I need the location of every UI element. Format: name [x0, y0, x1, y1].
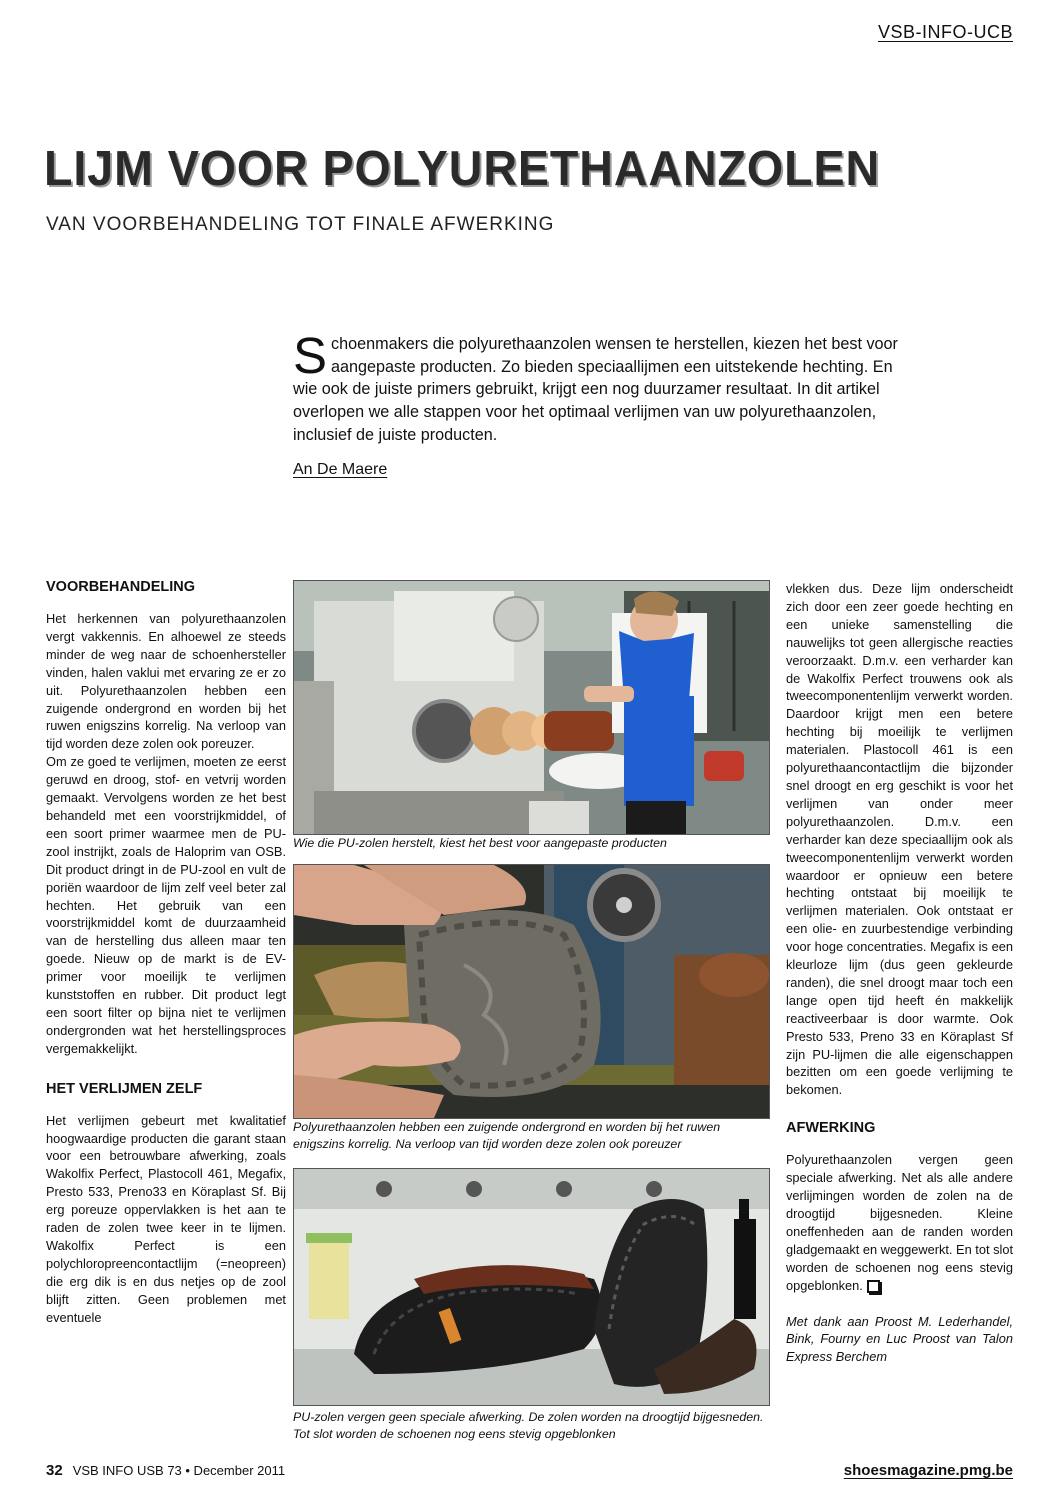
voorbehandeling-paragraph-2: Om ze goed te verlijmen, moeten ze eerst geruwd en droog, stof- en vetvrij worden gemaakt. Vervolgens worden ze het best behandeld met een voorstrijkmiddel, of een soort primer waarmee men de PU-zool instrijkt, zoals de Haloprim van OSB. Dit product dringt in de PU-zool en vult de poriën waardoor de lijm zelf veel beter zal hechten. Het gebruik van een voorstrijkmiddel komt de duurzaamheid van de herstelling dus alleen maar ten goede. Nieuw op de markt is de EV-primer voor moeilijk te verlijmen kunststoffen en rubber. Dit product legt een soort filter op bijna niet te verlijmen ondergronden wat het herstellingsproces vergemakkelijkt. — [46, 754, 286, 1056]
photo-2-caption: Polyurethaanzolen hebben een zuigende ondergrond en worden bij het ruwen enigszins korrelig. Na verloop van tijd worden deze zolen ook poreuzer — [293, 1120, 721, 1151]
photo-1-caption: Wie die PU-zolen herstelt, kiest het best voor aangepaste producten — [293, 836, 667, 850]
photo-pu-sole-image — [294, 865, 769, 1118]
photo-3-caption: PU-zolen vergen geen speciale afwerking. De zolen worden na droogtijd bijgesneden. Tot slot worden de schoenen nog eens stevig opgeblonken — [293, 1410, 764, 1441]
acknowledgements: Met dank aan Proost M. Lederhandel, Bink, Fourny en Luc Proost van Talon Express Berchem — [786, 1313, 1013, 1365]
article-title: LIJM VOOR POLYURETHAANZOLEN — [44, 142, 881, 196]
page-number: 32 — [46, 1462, 63, 1479]
left-column — [46, 578, 286, 1327]
footer-issue — [46, 1462, 285, 1479]
photo-sanding-machine — [293, 580, 770, 835]
afwerking-paragraph — [786, 1151, 1013, 1294]
section-tag: VSB-INFO-UCB — [877, 22, 1013, 42]
lead-dropcap: S — [293, 327, 328, 384]
afwerking-text: Polyurethaanzolen vergen geen speciale afwerking. Net als alle andere verlijmingen worden de zolen na de droogtijd bijgesneden. Kleine oneffenheden aan de randen worden gladgemaakt en weggewerkt. En tot slot worden de schoenen nog eens stevig opgeblonken. — [786, 1152, 1013, 1293]
verlijmen-paragraph-1: Het verlijmen gebeurt met kwalitatief hoogwaardige producten die garant staan voor een betrouwbare afwerking, zoals Wakolfix Perfect, Plastocoll 461, Megafix, Presto 533, Preno33 en Köraplast Sf. Bij erg poreuze oppervlakken is het aan te raden de zolen twee keer in te lijmen. Wakolfix Perfect is een polychloropreencontactlijm (=neopreen) die erg dik is en dus netjes op de zool blijft zitten. Geen problemen met eventuele — [46, 1112, 286, 1325]
issue-info: VSB INFO USB 73 • December 2011 — [72, 1463, 286, 1478]
photo-sanding-machine-image — [294, 581, 769, 834]
verlijmen-paragraph-continued: vlekken dus. Deze lijm onderscheidt zich door een zeer goede hechting en een unieke samenstelling die nauwelijks tot geen allergische reacties veroorzaakt. D.m.v. een verharder kan de Wakolfix Perfect trouwens ook als tweecomponentenlijm verwerkt worden. Daardoor krijgt men een betere hechting bij moeilijk te verlijmen materialen. Plastocoll 461 is een polyurethaancontactlijm die bijzonder snel droogt en erg geschikt is voor het verlijmen van onder meer polyurethaanzolen. D.m.v. een verharder kan deze speciaallijm ook als tweecomponentenlijm verwerkt worden waardoor er opnieuw een betere hechting ontstaat bij moeilijk te verlijmen materialen. Ook ontstaat er een olie- en zuurbestendige verbinding voor hoge concentraties. Megafix is een kleurloze lijm (dus geen gekleurde randen), die snel droogt maar toch een lange open tijd heeft én makkelijk reactiveerbaar is door warmte. Ook Presto 533, Preno 33 en Köraplast Sf zijn PU-lijmen die alle eigenschappen bezitten om een goede verlijming te bekomen. — [786, 581, 1013, 1098]
footer-website-link[interactable]: shoesmagazine.pmg.be — [843, 1462, 1013, 1479]
photo-pu-sole — [293, 864, 770, 1119]
heading-verlijmen: HET VERLIJMEN ZELF — [46, 1080, 203, 1097]
author-byline: An De Maere — [293, 461, 388, 478]
heading-voorbehandeling: VOORBEHANDELING — [46, 579, 196, 595]
end-of-article-icon — [867, 1280, 880, 1293]
article-subtitle: VAN VOORBEHANDELING TOT FINALE AFWERKING — [46, 214, 555, 235]
right-column — [786, 580, 1013, 1366]
article-lead — [293, 327, 919, 447]
photo-finished-soles — [293, 1168, 770, 1406]
photo-finished-soles-image — [294, 1169, 769, 1405]
voorbehandeling-paragraph-1: Het herkennen van polyurethaanzolen vergt vakkennis. En alhoewel ze steeds minder de weg naar de schoenhersteller vinden, halen vaklui met ervaring ze er zo uit. Polyurethaanzolen hebben een zuigende ondergrond en worden bij het ruwen enigszins korrelig. Na verloop van tijd worden deze zolen ook poreuzer. — [46, 611, 286, 752]
heading-afwerking: AFWERKING — [786, 1120, 876, 1137]
lead-text: choenmakers die polyurethaanzolen wensen te herstellen, kiezen het best voor aangepaste producten. Zo bieden speciaallijmen een uitstekende hechting. En wie ook de juiste primers gebruikt, krijgt een nog duurzamer resultaat. In dit artikel overlopen we alle stappen voor het optimaal verlijmen van uw polyurethaanzolen, inclusief de juiste producten. — [293, 335, 898, 444]
